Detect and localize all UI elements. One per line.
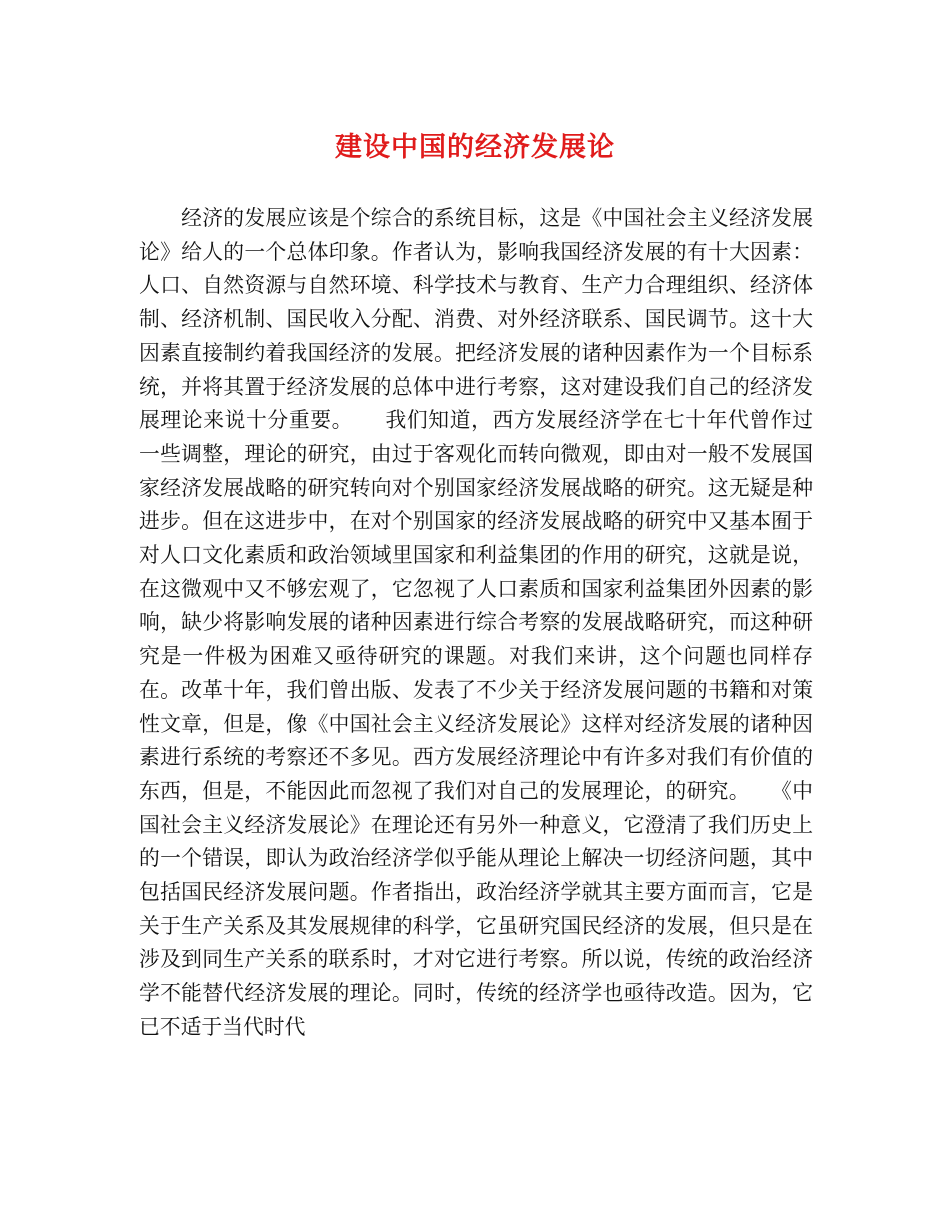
document-body-text: 经济的发展应该是个综合的系统目标，这是《中国社会主义经济发展论》给人的一个总体印象。作者认为，影响我国经济发展的有十大因素：人口、自然资源与自然环境、科学技术与教育、生产力合理组织、经济体制、经济机制、国民收入分配、消费、对外经济联系、国民调节。这十大因素直接制约着我国经济的发展。把经济发展的诸种因素作为一个目标系统，并将其置于经济发展的总体中进行考察，这对建设我们自己的经济发展理论来说十分重要。 我们知道，西方发展经济学在七十年代曾作过一些调整，理论的研究，由过于客观化而转向微观，即由对一般不发展国家经济发展战略的研究转向对个别国家经济发展战略的研究。这无疑是种进步。但在这进步中，在对个别国家的经济发展战略的研究中又基本囿于对人口文化素质和政治领域里国家和利益集团的作用的研究，这就是说，在这微观中又不够宏观了，它忽视了人口素质和国家利益集团外因素的影响，缺少将影响发展的诸种因素进行综合考察的发展战略研究，而这种研究是一件极为困难又亟待研究的课题。对我们来讲，这个问题也同样存在。改革十年，我们曾出版、发表了不少关于经济发展问题的书籍和对策性文章，但是，像《中国社会主义经济发展论》这样对经济发展的诸种因素进行系统的考察还不多见。西方发展经济理论中有许多对我们有价值的东西，但是，不能因此而忽视了我们对自己的发展理论，的研究。 《中国社会主义经济发展论》在理论还有另外一种意义，它澄清了我们历史上的一个错误，即认为政治经济学似乎能从理论上解决一切经济问题，其中包括国民经济发展问题。作者指出，政治经济学就其主要方面而言，它是关于生产关系及其发展规律的科学，它虽研究国民经济的发展，但只是在涉及到同生产关系的联系时，才对它进行考察。所以说，传统的政治经济学不能替代经济发展的理论。同时，传统的经济学也亟待改造。因为，它已不适于当代时代 — [139, 206, 813, 1039]
document-title: 建设中国的经济发展论 — [335, 132, 615, 163]
